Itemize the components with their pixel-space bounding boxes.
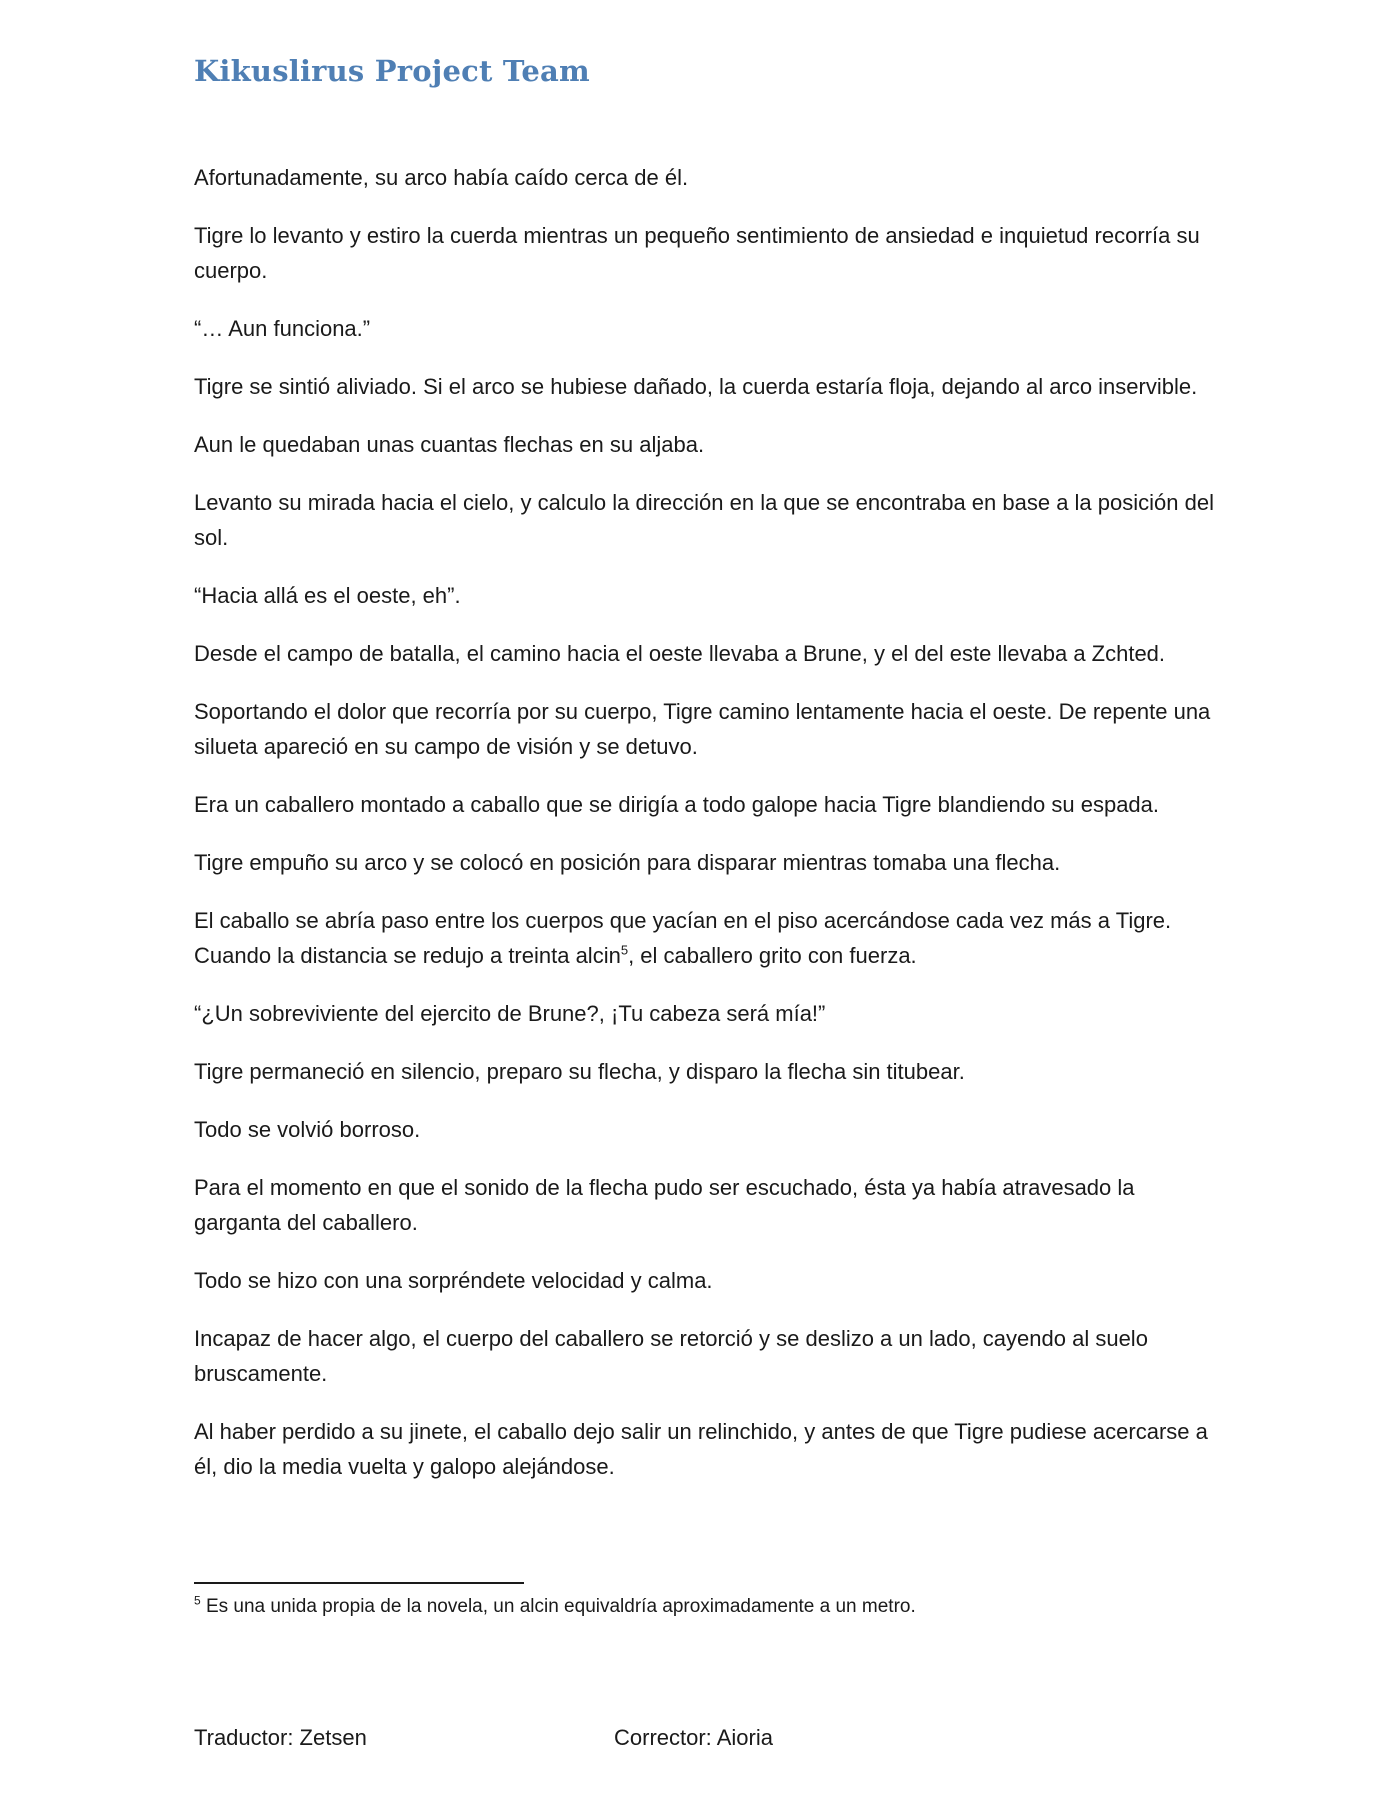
paragraph: Todo se volvió borroso.: [194, 1117, 421, 1142]
paragraph: Soportando el dolor que recorría por su cuerpo, Tigre camino lentamente hacia el oeste. De repente una silueta apareció en su campo de visión y se detuvo.: [194, 699, 1211, 759]
paragraph: “Hacia allá es el oeste, eh”.: [194, 583, 461, 608]
paragraph: “… Aun funciona.”: [194, 316, 371, 341]
body-text: [194, 160, 1224, 1507]
paragraph: Era un caballero montado a caballo que se dirigía a todo galope hacia Tigre blandiendo su espada.: [194, 792, 1160, 817]
paragraph: Tigre lo levanto y estiro la cuerda mientras un pequeño sentimiento de ansiedad e inquietud recorría su cuerpo.: [194, 223, 1200, 283]
paragraph: Incapaz de hacer algo, el cuerpo del caballero se retorció y se deslizo a un lado, cayendo al suelo bruscamente.: [194, 1326, 1148, 1386]
paragraph: Tigre empuño su arco y se colocó en posición para disparar mientras tomaba una flecha.: [194, 850, 1061, 875]
paragraph: Para el momento en que el sonido de la flecha pudo ser escuchado, ésta ya había atravesado la garganta del caballero.: [194, 1175, 1135, 1235]
paragraph-text: , el caballero grito con fuerza.: [628, 943, 917, 968]
paragraph: Tigre se sintió aliviado. Si el arco se hubiese dañado, la cuerda estaría floja, dejando al arco inservible.: [194, 374, 1198, 399]
paragraph: Desde el campo de batalla, el camino hacia el oeste llevaba a Brune, y el del este llevaba a Zchted.: [194, 641, 1166, 666]
footnote-marker: 5: [194, 1593, 201, 1608]
header-title: Kikuslirus Project Team: [194, 54, 590, 88]
footnote: [194, 1594, 1224, 1620]
footnote-text: Es una unida propia de la novela, un alcin equivaldría aproximadamente a un metro.: [205, 1596, 916, 1617]
paragraph: Todo se hizo con una sorpréndete velocidad y calma.: [194, 1268, 713, 1293]
paragraph: “¿Un sobreviviente del ejercito de Brune?, ¡Tu cabeza será mía!”: [194, 1001, 826, 1026]
footer-translator: Traductor: Zetsen: [194, 1725, 367, 1750]
paragraph: Aun le quedaban unas cuantas flechas en su aljaba.: [194, 432, 705, 457]
paragraph: Al haber perdido a su jinete, el caballo dejo salir un relinchido, y antes de que Tigre pudiese acercarse a él, dio la media vuelta y galopo alejándose.: [194, 1419, 1208, 1479]
paragraph: Tigre permaneció en silencio, preparo su flecha, y disparo la flecha sin titubear.: [194, 1059, 965, 1084]
paragraph: Levanto su mirada hacia el cielo, y calculo la dirección en la que se encontraba en base a la posición del sol.: [194, 490, 1214, 550]
paragraph: Afortunadamente, su arco había caído cerca de él.: [194, 165, 689, 190]
footnote-separator: [194, 1582, 524, 1584]
paragraph-text: El caballo se abría paso entre los cuerpos que yacían en el piso acercándose cada vez más a Tigre. Cuando la distancia se redujo a treinta alcin: [194, 908, 1172, 968]
footnote-reference[interactable]: 5: [620, 942, 629, 958]
footer-corrector: Corrector: Aioria: [614, 1725, 773, 1750]
paragraph-with-footnote: [194, 903, 1224, 973]
